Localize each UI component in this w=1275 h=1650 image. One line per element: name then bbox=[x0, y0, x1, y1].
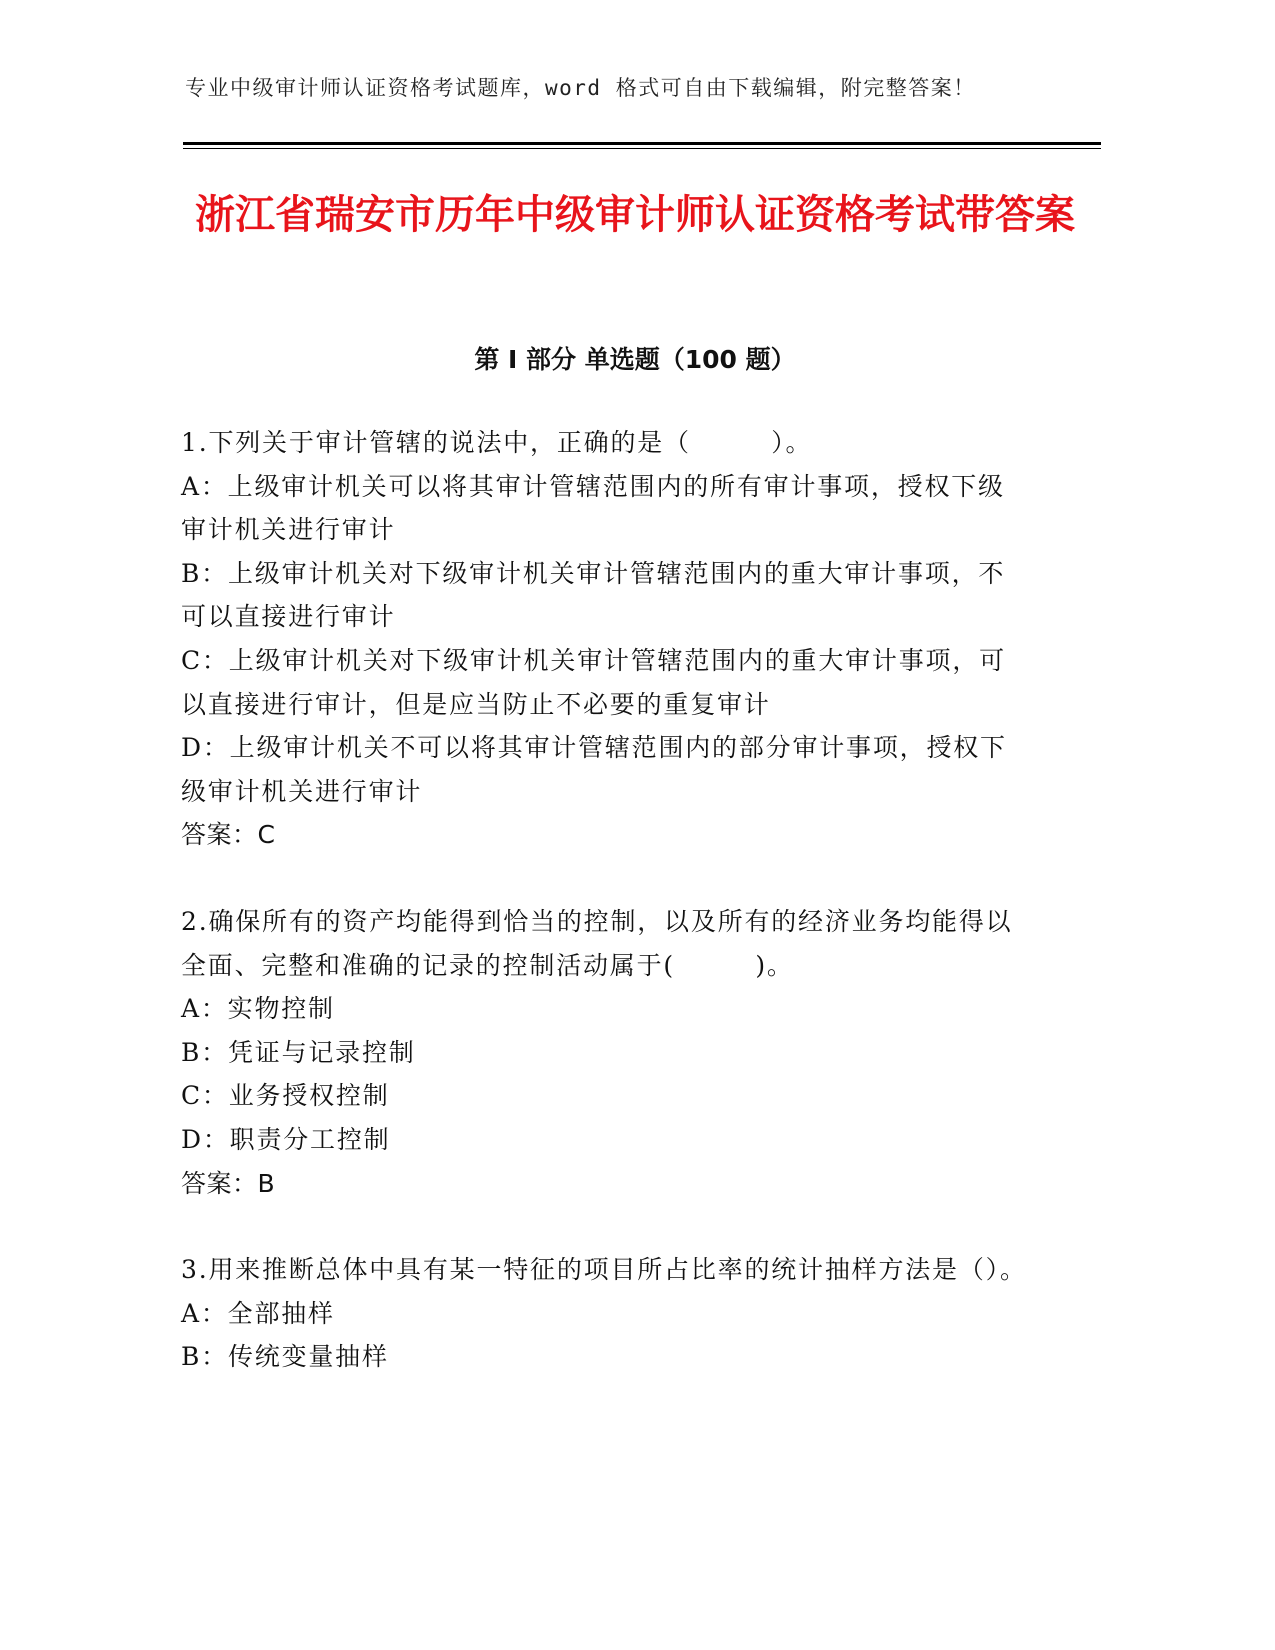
question-3 bbox=[181, 1248, 1031, 1379]
option-b: B：凭证与记录控制 bbox=[181, 1037, 416, 1067]
header-rule-thin bbox=[183, 148, 1101, 149]
answer: 答案：C bbox=[181, 820, 276, 850]
answer: 答案：B bbox=[181, 1168, 276, 1198]
option-b: B：传统变量抽样 bbox=[181, 1342, 389, 1372]
option-d: D：上级审计机关不可以将其审计管辖范围内的部分审计事项，授权下级审计机关进行审计 bbox=[181, 733, 1007, 806]
document-title: 浙江省瑞安市历年中级审计师认证资格考试带答案 bbox=[195, 192, 1075, 238]
header-rule-thick bbox=[183, 142, 1101, 145]
question-2 bbox=[181, 900, 1031, 1205]
option-d: D：职责分工控制 bbox=[181, 1124, 391, 1154]
header-note: 专业中级审计师认证资格考试题库，word 格式可自由下载编辑，附完整答案！ bbox=[185, 76, 976, 100]
spacer bbox=[181, 1205, 1031, 1248]
question-stem: 3.用来推断总体中具有某一特征的项目所占比率的统计抽样方法是（）。 bbox=[181, 1255, 1027, 1285]
option-a: A：实物控制 bbox=[181, 994, 335, 1024]
spacer bbox=[181, 857, 1031, 900]
question-1 bbox=[181, 421, 1031, 857]
section-title: 第 I 部分 单选题（100 题） bbox=[474, 345, 796, 374]
option-b: B：上级审计机关对下级审计机关审计管辖范围内的重大审计事项，不可以直接进行审计 bbox=[181, 558, 1006, 632]
option-a: A：全部抽样 bbox=[181, 1298, 335, 1328]
question-stem: 1.下列关于审计管辖的说法中，正确的是（ ）。 bbox=[181, 428, 813, 457]
question-list bbox=[181, 421, 1031, 1379]
option-c: C：业务授权控制 bbox=[181, 1081, 390, 1111]
option-c: C：上级审计机关对下级审计机关审计管辖范围内的重大审计事项，可以直接进行审计，但是应当防止不必要的重复审计 bbox=[181, 645, 1006, 719]
option-a: A：上级审计机关可以将其审计管辖范围内的所有审计事项，授权下级审计机关进行审计 bbox=[181, 471, 1005, 545]
question-stem: 2.确保所有的资产均能得到恰当的控制，以及所有的经济业务均能得以全面、完整和准确的记录的控制活动属于( )。 bbox=[181, 906, 1013, 980]
